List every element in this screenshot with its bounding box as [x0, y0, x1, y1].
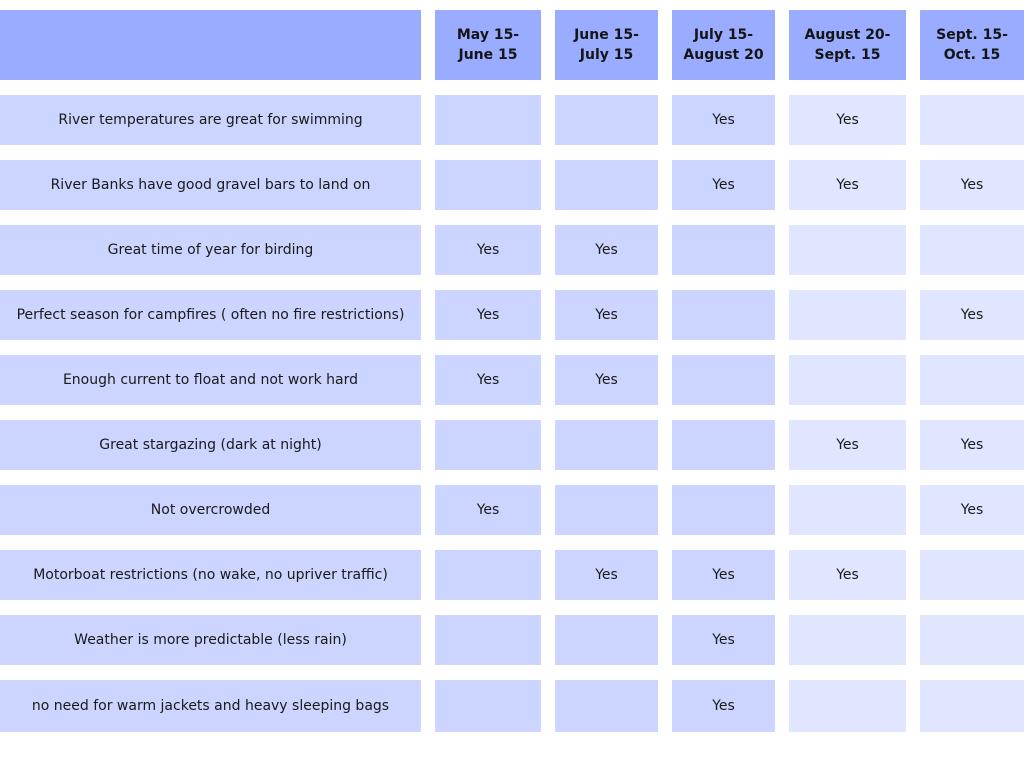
table-cell — [789, 290, 906, 340]
table-cell: Yes — [672, 680, 775, 732]
header-period-2 — [555, 10, 658, 80]
table-cell — [920, 615, 1024, 665]
table-cell — [435, 160, 541, 210]
table-cell — [555, 420, 658, 470]
table-cell: Yes — [435, 485, 541, 535]
table-cell — [435, 95, 541, 145]
header-period-4 — [789, 10, 906, 80]
table-cell: Yes — [435, 225, 541, 275]
table-cell — [920, 680, 1024, 732]
table-cell: Yes — [555, 550, 658, 600]
header-period-3 — [672, 10, 775, 80]
table-cell: Yes — [555, 355, 658, 405]
header-period-4-end: Sept. 15 — [814, 47, 881, 63]
row-label: Not overcrowded — [0, 485, 421, 535]
table-cell — [555, 615, 658, 665]
table-cell — [672, 355, 775, 405]
header-period-1 — [435, 10, 541, 80]
header-period-5-start: Sept. 15- — [936, 27, 1008, 43]
table-cell: Yes — [672, 550, 775, 600]
table-cell — [435, 680, 541, 732]
row-label: Weather is more predictable (less rain) — [0, 615, 421, 665]
table-cell — [789, 615, 906, 665]
table-cell — [555, 680, 658, 732]
table-cell — [789, 680, 906, 732]
header-period-5 — [920, 10, 1024, 80]
table-cell: Yes — [789, 95, 906, 145]
row-label: River temperatures are great for swimming — [0, 95, 421, 145]
table-cell — [920, 355, 1024, 405]
table-cell: Yes — [920, 420, 1024, 470]
table-cell: Yes — [789, 420, 906, 470]
table-cell — [435, 550, 541, 600]
table-cell — [555, 160, 658, 210]
table-cell: Yes — [672, 615, 775, 665]
table-cell — [555, 95, 658, 145]
header-period-1-start: May 15- — [456, 27, 520, 43]
table-cell — [789, 355, 906, 405]
table-cell: Yes — [920, 485, 1024, 535]
table-cell: Yes — [920, 290, 1024, 340]
table-cell: Yes — [920, 160, 1024, 210]
row-label: Motorboat restrictions (no wake, no upriver traffic) — [0, 550, 421, 600]
table-cell — [555, 485, 658, 535]
table-cell — [672, 290, 775, 340]
header-period-2-end: July 15 — [579, 47, 634, 63]
table-cell — [920, 225, 1024, 275]
table-cell — [672, 420, 775, 470]
table-cell: Yes — [672, 95, 775, 145]
table-cell: Yes — [672, 160, 775, 210]
table-cell: Yes — [789, 550, 906, 600]
table-cell — [920, 550, 1024, 600]
table-cell — [672, 485, 775, 535]
row-label: River Banks have good gravel bars to land on — [0, 160, 421, 210]
table-cell: Yes — [435, 290, 541, 340]
header-period-3-end: August 20 — [683, 47, 764, 63]
row-label: Great stargazing (dark at night) — [0, 420, 421, 470]
table-cell — [789, 485, 906, 535]
row-label: no need for warm jackets and heavy sleeping bags — [0, 680, 421, 732]
header-corner-cell — [0, 10, 421, 80]
table-cell — [435, 615, 541, 665]
table-cell — [672, 225, 775, 275]
row-label: Perfect season for campfires ( often no fire restrictions) — [0, 290, 421, 340]
table-cell: Yes — [555, 290, 658, 340]
table-cell: Yes — [789, 160, 906, 210]
table-cell: Yes — [555, 225, 658, 275]
table-cell: Yes — [435, 355, 541, 405]
header-period-2-start: June 15- — [574, 27, 639, 43]
header-period-3-start: July 15- — [693, 27, 754, 43]
row-label: Great time of year for birding — [0, 225, 421, 275]
table-cell — [435, 420, 541, 470]
header-period-1-end: June 15 — [458, 47, 518, 63]
header-period-5-end: Oct. 15 — [943, 47, 1001, 63]
table-cell — [920, 95, 1024, 145]
header-period-4-start: August 20- — [804, 27, 891, 43]
row-label: Enough current to float and not work hard — [0, 355, 421, 405]
table-cell — [789, 225, 906, 275]
